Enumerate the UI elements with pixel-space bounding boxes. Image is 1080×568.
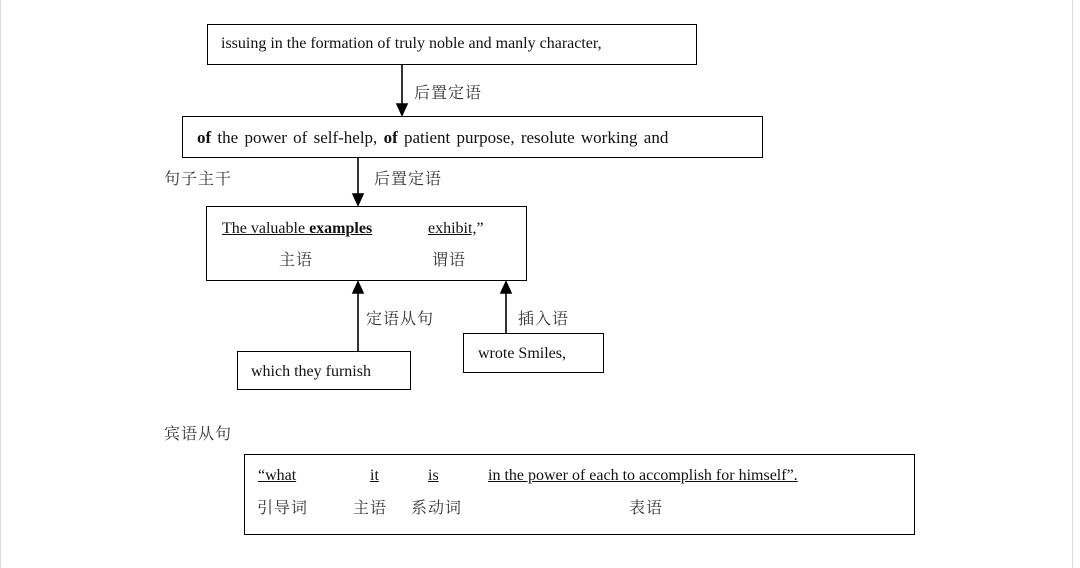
box-which-text: which they furnish bbox=[251, 363, 371, 380]
arrowhead-box4-to-box3 bbox=[353, 282, 363, 293]
of-phrase-2: patient purpose, resolute working and bbox=[397, 128, 669, 147]
label-predicate: 谓语 bbox=[432, 250, 467, 269]
label-attributive-clause: 定语从句 bbox=[366, 309, 435, 328]
label-post-modifier-1: 后置定语 bbox=[414, 83, 483, 102]
label-linking-verb: 系动词 bbox=[411, 498, 463, 517]
of-bold-1: of bbox=[197, 128, 212, 147]
box-wrote-text: wrote Smiles, bbox=[478, 345, 566, 362]
label-predicative: 表语 bbox=[629, 498, 664, 517]
label-parenthetical: 插入语 bbox=[518, 309, 570, 328]
main-subject-pre: The valuable bbox=[222, 220, 310, 237]
label-connective: 引导词 bbox=[257, 498, 309, 517]
main-predicate-quote: ” bbox=[476, 220, 484, 237]
of-phrase-1: the power of self-help, bbox=[211, 128, 384, 147]
arrowhead-box1-to-box2 bbox=[397, 104, 407, 115]
label-subject: 主语 bbox=[279, 250, 314, 269]
arrowhead-box5-to-box3 bbox=[501, 282, 511, 293]
label-object-clause: 宾语从句 bbox=[164, 424, 233, 443]
phrase-predicative: in the power of each to accomplish for himself”. bbox=[488, 467, 798, 484]
box-issuing-text: issuing in the formation of truly noble and manly character, bbox=[221, 35, 602, 52]
label-post-modifier-2: 后置定语 bbox=[374, 169, 443, 188]
main-predicate-verb: exhibit, bbox=[428, 220, 477, 237]
main-subject-bold: examples bbox=[309, 220, 373, 237]
arrowhead-box2-to-box3 bbox=[353, 194, 363, 205]
word-it: it bbox=[370, 467, 379, 484]
of-bold-2: of bbox=[383, 128, 398, 147]
label-main-clause: 句子主干 bbox=[164, 169, 233, 188]
word-is: is bbox=[428, 467, 439, 484]
word-what: “what bbox=[258, 467, 297, 484]
label-clause-subject: 主语 bbox=[353, 498, 388, 517]
